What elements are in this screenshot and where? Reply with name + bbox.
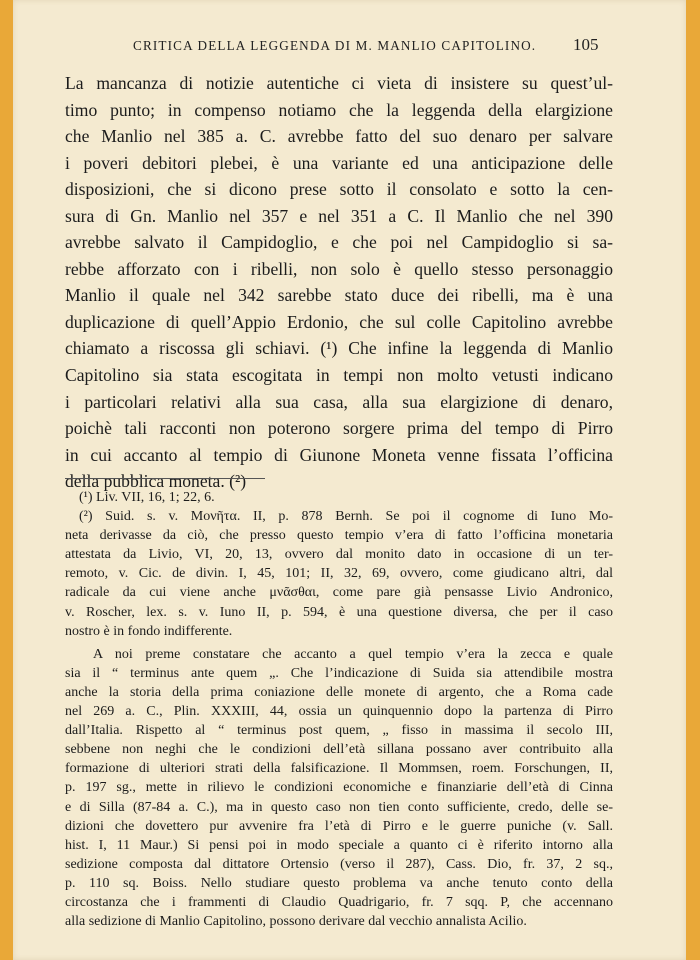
footnote-2-line: nostro è in fondo indifferente.: [65, 623, 233, 639]
footnote-paragraph-line: sebbene non neghi che le condizioni dell’età sillana possano aver contribuito alla: [65, 742, 613, 758]
footnote-paragraph-line: e di Silla (87-84 a. C.), ma in questo caso non tien conto sufficiente, credo, delle se-: [65, 799, 613, 815]
footnote-2-line: neta derivasse da ciò, che presso questo tempio v’era di fatto l’officina monetaria: [65, 528, 613, 544]
text-line: La mancanza di notizie autentiche ci vieta di insistere su quest’ul-: [65, 73, 613, 93]
footnote-2-line: remoto, v. Cic. de divin. I, 45, 101; II, 32, 69, ovvero, come giudicano altri, dal: [65, 566, 613, 582]
footnote-paragraph-line: A noi preme constatare che accanto a quel tempio v’era la zecca e quale: [93, 646, 613, 662]
text-line: che Manlio nel 385 a. C. avrebbe fatto del suo denaro per salvare: [65, 126, 613, 147]
text-line: della pubblica moneta. (²): [65, 471, 247, 492]
text-line: sura di Gn. Manlio nel 357 e nel 351 a C. Il Manlio che nel 390: [65, 205, 613, 226]
footnote-2-line: radicale da cui viene anche μνᾶσθαι, come pare già pensasse Livio Andronico,: [65, 585, 613, 601]
book-page: [13, 0, 686, 960]
footnotes: [65, 488, 613, 931]
text-line: Manlio il quale nel 342 sarebbe stato duce dei ribelli, ma è una: [65, 285, 613, 306]
running-title: CRITICA DELLA LEGGENDA DI M. MANLIO CAPITOLINO.: [133, 38, 537, 53]
footnote-paragraph-line: hist. I, 11 Maur.) Si pensi poi in modo speciale a quanto ci è riferito intorno alla: [65, 837, 613, 853]
footnote-paragraph-line: sia il “ terminus ante quem „. Che l’indicazione di Suida sia attendibile mostra: [65, 665, 613, 681]
text-line: chiamato a riscossa gli schiavi. (¹) Che infine la leggenda di Manlio: [65, 338, 613, 359]
footnote-paragraph-line: nel 269 a. C., Plin. XXXIII, 44, ossia un quinquennio dopo la partenza di Pirro: [65, 704, 613, 720]
text-line: i poveri debitori plebei, è una variante ed una anticipazione delle: [65, 152, 613, 173]
footnote-separator: [65, 478, 265, 479]
text-line: rebbe afforzato con i ribelli, non solo è quello stesso personaggio: [65, 258, 613, 279]
text-line: avrebbe salvato il Campidoglio, e che poi nel Campidoglio si sa-: [65, 232, 613, 253]
running-head: [13, 35, 686, 58]
footnote-paragraph-line: sedizione composta dal dittatore Ortensio (verso il 287), Cass. Dio, fr. 37, 2 sq.,: [65, 856, 613, 872]
footnote-paragraph-line: anche la storia della prima coniazione delle monete di argento, che a Roma cade: [65, 684, 613, 700]
footnote-paragraph-line: p. 110 sq. Boiss. Nello studiare questo problema va anche tenuto conto della: [65, 875, 613, 891]
footnote-paragraph-line: p. 197 sg., mette in rilievo le condizioni economiche e finanziarie dell’età di Cinna: [65, 780, 613, 796]
page-number: 105: [573, 35, 599, 54]
text-line: i particolari relativi alla sua casa, alla sua elargizione di denaro,: [65, 391, 613, 412]
footnote-paragraph-line: dall’Italia. Rispetto al “ terminus post quem, „ fisso in massima il secolo III,: [65, 723, 613, 739]
footnote-paragraph-line: alla sedizione di Manlio Capitolino, possono derivare dal vecchio annalista Acilio.: [65, 914, 527, 930]
footnote-2-line: attestata da Livio, VI, 20, 13, ovvero dal monito dato in occasione di un ter-: [65, 547, 613, 563]
text-line: duplicazione di quell’Appio Erdonio, che sul colle Capitolino avrebbe: [65, 311, 613, 332]
text-line: in cui accanto al tempio di Giunone Moneta venne fissata l’officina: [65, 444, 613, 465]
footnote-paragraph-line: circostanza che i frammenti di Claudio Quadrigario, fr. 7 sqq. P, che accennano: [65, 894, 613, 910]
footnote-paragraph-line: formazione di ulteriori strati della falsificazione. Il Mommsen, roem. Forschungen, II,: [65, 761, 613, 777]
main-text: [65, 70, 613, 495]
footnote-2-line: v. Roscher, lex. s. v. Iuno II, p. 594, è una questione diversa, che per il caso: [65, 604, 613, 620]
text-line: poichè tali racconti non poterono sorgere prima del tempo di Pirro: [65, 418, 613, 439]
text-line: Capitolino sia stata escogitata in tempi non molto vetusti indicano: [65, 365, 613, 386]
text-line: timo punto; in compenso notiamo che la leggenda della elargizione: [65, 99, 613, 120]
text-line: disposizioni, che si dicono prese sotto il consolato e sotto la cen-: [65, 179, 613, 200]
footnote-2-line: (²) Suid. s. v. Μονῆτα. II, p. 878 Bernh. Se poi il cognome di Iuno Mo-: [79, 509, 613, 525]
footnote-paragraph-line: dizioni che dovettero pur avvenire fra l’età di Pirro e le guerre puniche (v. Sall.: [65, 818, 613, 834]
footnote-1: (¹) Liv. VII, 16, 1; 22, 6.: [79, 490, 215, 505]
